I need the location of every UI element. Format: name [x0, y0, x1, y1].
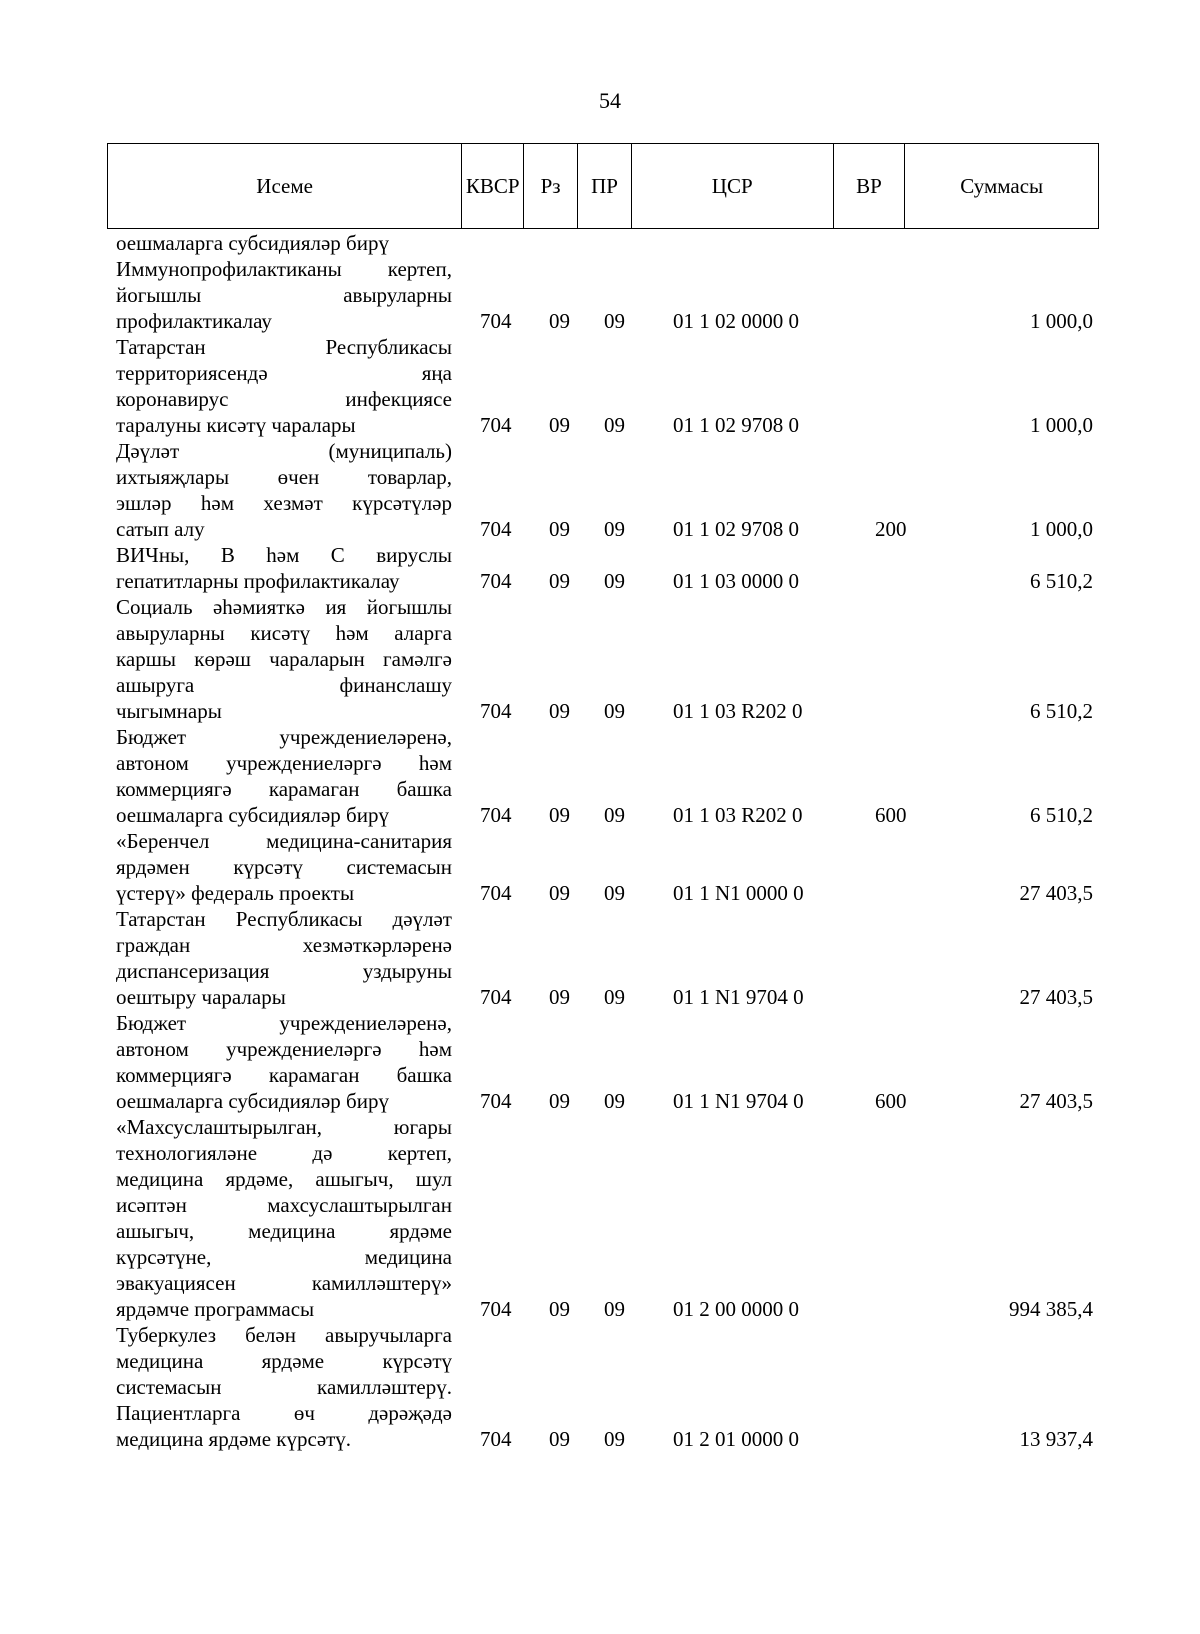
row-name-line: күрсәтүне, медицина	[116, 1245, 452, 1269]
table-header	[107, 143, 1099, 229]
row-values	[0, 698, 1200, 724]
table-body	[0, 230, 1200, 1452]
row-csr: 01 1 N1 0000 0	[673, 881, 804, 905]
row-name-line: каршы көрәш чараларын гамәлгә	[116, 647, 452, 671]
row-pr: 09	[604, 569, 625, 593]
row-name-line: системасын камилләштерү.	[116, 1375, 452, 1399]
row-name-line: граждан хезмәткәрләренә	[116, 933, 452, 957]
row-name-line: коронавирус инфекциясе	[116, 387, 452, 411]
row-name-line: ихтыяҗлары өчен товарлар,	[116, 465, 452, 489]
row-name-line: оешмаларга субсидияләр бирү	[116, 803, 389, 827]
row-kvsr: 704	[480, 1427, 512, 1451]
row-name-line: Пациентларга өч дәрәҗәдә	[116, 1401, 452, 1425]
row-kvsr: 704	[480, 1089, 512, 1113]
row-rz: 09	[549, 699, 570, 723]
row-name-line: Дәүләт (муниципаль)	[116, 439, 452, 463]
row-values	[0, 984, 1200, 1010]
row-name-line: гепатитларны профилактикалау	[116, 569, 400, 593]
row-csr: 01 2 01 0000 0	[673, 1427, 799, 1451]
row-kvsr: 704	[480, 699, 512, 723]
row-values	[0, 880, 1200, 906]
row-sum: 994 385,4	[1009, 1297, 1093, 1321]
table-row	[0, 256, 1200, 334]
table-row	[0, 594, 1200, 724]
row-name-line: ашыруга финанслашу	[116, 673, 452, 697]
row-name-line: Туберкулез белән авыручыларга	[116, 1323, 452, 1347]
row-pr: 09	[604, 1427, 625, 1451]
row-kvsr: 704	[480, 517, 512, 541]
table-row	[0, 542, 1200, 594]
row-pr: 09	[604, 1297, 625, 1321]
row-csr: 01 1 03 R202 0	[673, 699, 803, 723]
row-values	[0, 1296, 1200, 1322]
row-vr: 600	[875, 803, 907, 827]
table-row	[0, 1010, 1200, 1114]
row-rz: 09	[549, 569, 570, 593]
row-name-line: автоном учреждениеләргә һәм	[116, 751, 452, 775]
row-rz: 09	[549, 803, 570, 827]
row-sum: 13 937,4	[1019, 1427, 1093, 1451]
table-row	[0, 1322, 1200, 1452]
row-sum: 6 510,2	[1030, 803, 1093, 827]
row-rz: 09	[549, 1089, 570, 1113]
row-pr: 09	[604, 517, 625, 541]
row-rz: 09	[549, 1427, 570, 1451]
row-name-line: үстерү» федераль проекты	[116, 881, 355, 905]
row-sum: 27 403,5	[1019, 1089, 1093, 1113]
row-values	[0, 568, 1200, 594]
row-kvsr: 704	[480, 569, 512, 593]
row-name-line: исәптән махсуслаштырылган	[116, 1193, 452, 1217]
table-row	[0, 828, 1200, 906]
row-pr: 09	[604, 309, 625, 333]
row-rz: 09	[549, 413, 570, 437]
row-csr: 01 1 03 0000 0	[673, 569, 799, 593]
row-name-line: ашыгыч, медицина ярдәме	[116, 1219, 452, 1243]
row-values	[0, 1426, 1200, 1452]
row-pr: 09	[604, 881, 625, 905]
row-pr: 09	[604, 413, 625, 437]
row-name-line: авыруларны кисәтү һәм аларга	[116, 621, 452, 645]
row-name-line: медицина ярдәме күрсәтү.	[116, 1427, 352, 1451]
row-values	[0, 516, 1200, 542]
row-rz: 09	[549, 517, 570, 541]
table-row	[0, 438, 1200, 542]
header-name: Исеме	[108, 144, 462, 228]
row-sum: 27 403,5	[1019, 985, 1093, 1009]
row-values	[0, 412, 1200, 438]
row-name-line: «Беренчел медицина-санитария	[116, 829, 452, 853]
row-values	[0, 230, 1200, 256]
page-number: 54	[599, 88, 621, 113]
row-pr: 09	[604, 985, 625, 1009]
table-row	[0, 334, 1200, 438]
row-pr: 09	[604, 699, 625, 723]
row-kvsr: 704	[480, 309, 512, 333]
row-name-line: ярдәмен күрсәтү системасын	[116, 855, 452, 879]
row-name-line: таралуны кисәтү чаралары	[116, 413, 356, 437]
row-name-line: «Махсуслаштырылган, югары	[116, 1115, 452, 1139]
row-name-line: медицина ярдәме күрсәтү	[116, 1349, 452, 1373]
row-name-line: профилактикалау	[116, 309, 272, 333]
header-csr: ЦСР	[632, 144, 834, 228]
row-csr: 01 1 02 9708 0	[673, 517, 799, 541]
row-name-line: технологияләне дә кертеп,	[116, 1141, 452, 1165]
header-sum: Суммасы	[960, 173, 1044, 198]
row-name-line: оешмаларга субсидияләр бирү	[116, 1089, 389, 1113]
row-csr: 01 1 N1 9704 0	[673, 985, 804, 1009]
row-csr: 01 1 N1 9704 0	[673, 1089, 804, 1113]
row-name-line: Бюджет учреждениеләренә,	[116, 1011, 452, 1035]
row-name-line: Татарстан Республикасы	[116, 335, 452, 359]
row-values	[0, 1088, 1200, 1114]
row-name-line: Социаль әһәмияткә ия йогышлы	[116, 595, 452, 619]
row-vr: 600	[875, 1089, 907, 1113]
row-csr: 01 2 00 0000 0	[673, 1297, 799, 1321]
row-name-line: автоном учреждениеләргә һәм	[116, 1037, 452, 1061]
table-row	[0, 906, 1200, 1010]
row-csr: 01 1 02 0000 0	[673, 309, 799, 333]
row-rz: 09	[549, 309, 570, 333]
row-name-line: йогышлы авыруларны	[116, 283, 452, 307]
row-rz: 09	[549, 881, 570, 905]
header-kvsr: КВСР	[462, 144, 524, 228]
row-sum: 6 510,2	[1030, 699, 1093, 723]
row-values	[0, 802, 1200, 828]
row-name-line: медицина ярдәме, ашыгыч, шул	[116, 1167, 452, 1191]
row-sum: 1 000,0	[1030, 413, 1093, 437]
row-name-line: оештыру чаралары	[116, 985, 286, 1009]
header-vr: ВР	[834, 144, 906, 228]
row-name-line: эвакуациясен камилләштерү»	[116, 1271, 452, 1295]
row-kvsr: 704	[480, 985, 512, 1009]
row-sum: 6 510,2	[1030, 569, 1093, 593]
row-rz: 09	[549, 985, 570, 1009]
table-row	[0, 230, 1200, 256]
row-name-line: Иммунопрофилактиканы кертеп,	[116, 257, 452, 281]
table-row	[0, 724, 1200, 828]
header-pr: ПР	[578, 144, 632, 228]
row-values	[0, 308, 1200, 334]
row-name-line: коммерциягә карамаган башка	[116, 1063, 452, 1087]
table-row	[0, 1114, 1200, 1322]
row-sum: 1 000,0	[1030, 309, 1093, 333]
row-name-line: сатып алу	[116, 517, 205, 541]
row-name-line: ВИЧны, В һәм С вируслы	[116, 543, 452, 567]
row-sum: 1 000,0	[1030, 517, 1093, 541]
row-csr: 01 1 03 R202 0	[673, 803, 803, 827]
row-name-line: Бюджет учреждениеләренә,	[116, 725, 452, 749]
row-kvsr: 704	[480, 1297, 512, 1321]
row-name-line: оешмаларга субсидияләр бирү	[116, 231, 389, 255]
row-name-line: эшләр һәм хезмәт күрсәтүләр	[116, 491, 452, 515]
row-name-line: Татарстан Республикасы дәүләт	[116, 907, 452, 931]
row-pr: 09	[604, 803, 625, 827]
row-rz: 09	[549, 1297, 570, 1321]
row-kvsr: 704	[480, 881, 512, 905]
row-kvsr: 704	[480, 803, 512, 827]
row-name-line: чыгымнары	[116, 699, 222, 723]
row-sum: 27 403,5	[1019, 881, 1093, 905]
row-name-line: диспансеризация уздыруны	[116, 959, 452, 983]
row-pr: 09	[604, 1089, 625, 1113]
row-name-line: территориясендә яңа	[116, 361, 452, 385]
row-name	[116, 1114, 452, 1322]
row-vr: 200	[875, 517, 907, 541]
row-kvsr: 704	[480, 413, 512, 437]
row-csr: 01 1 02 9708 0	[673, 413, 799, 437]
header-rz: Рз	[524, 144, 578, 228]
row-name-line: ярдәмче программасы	[116, 1297, 315, 1321]
row-name-line: коммерциягә карамаган башка	[116, 777, 452, 801]
